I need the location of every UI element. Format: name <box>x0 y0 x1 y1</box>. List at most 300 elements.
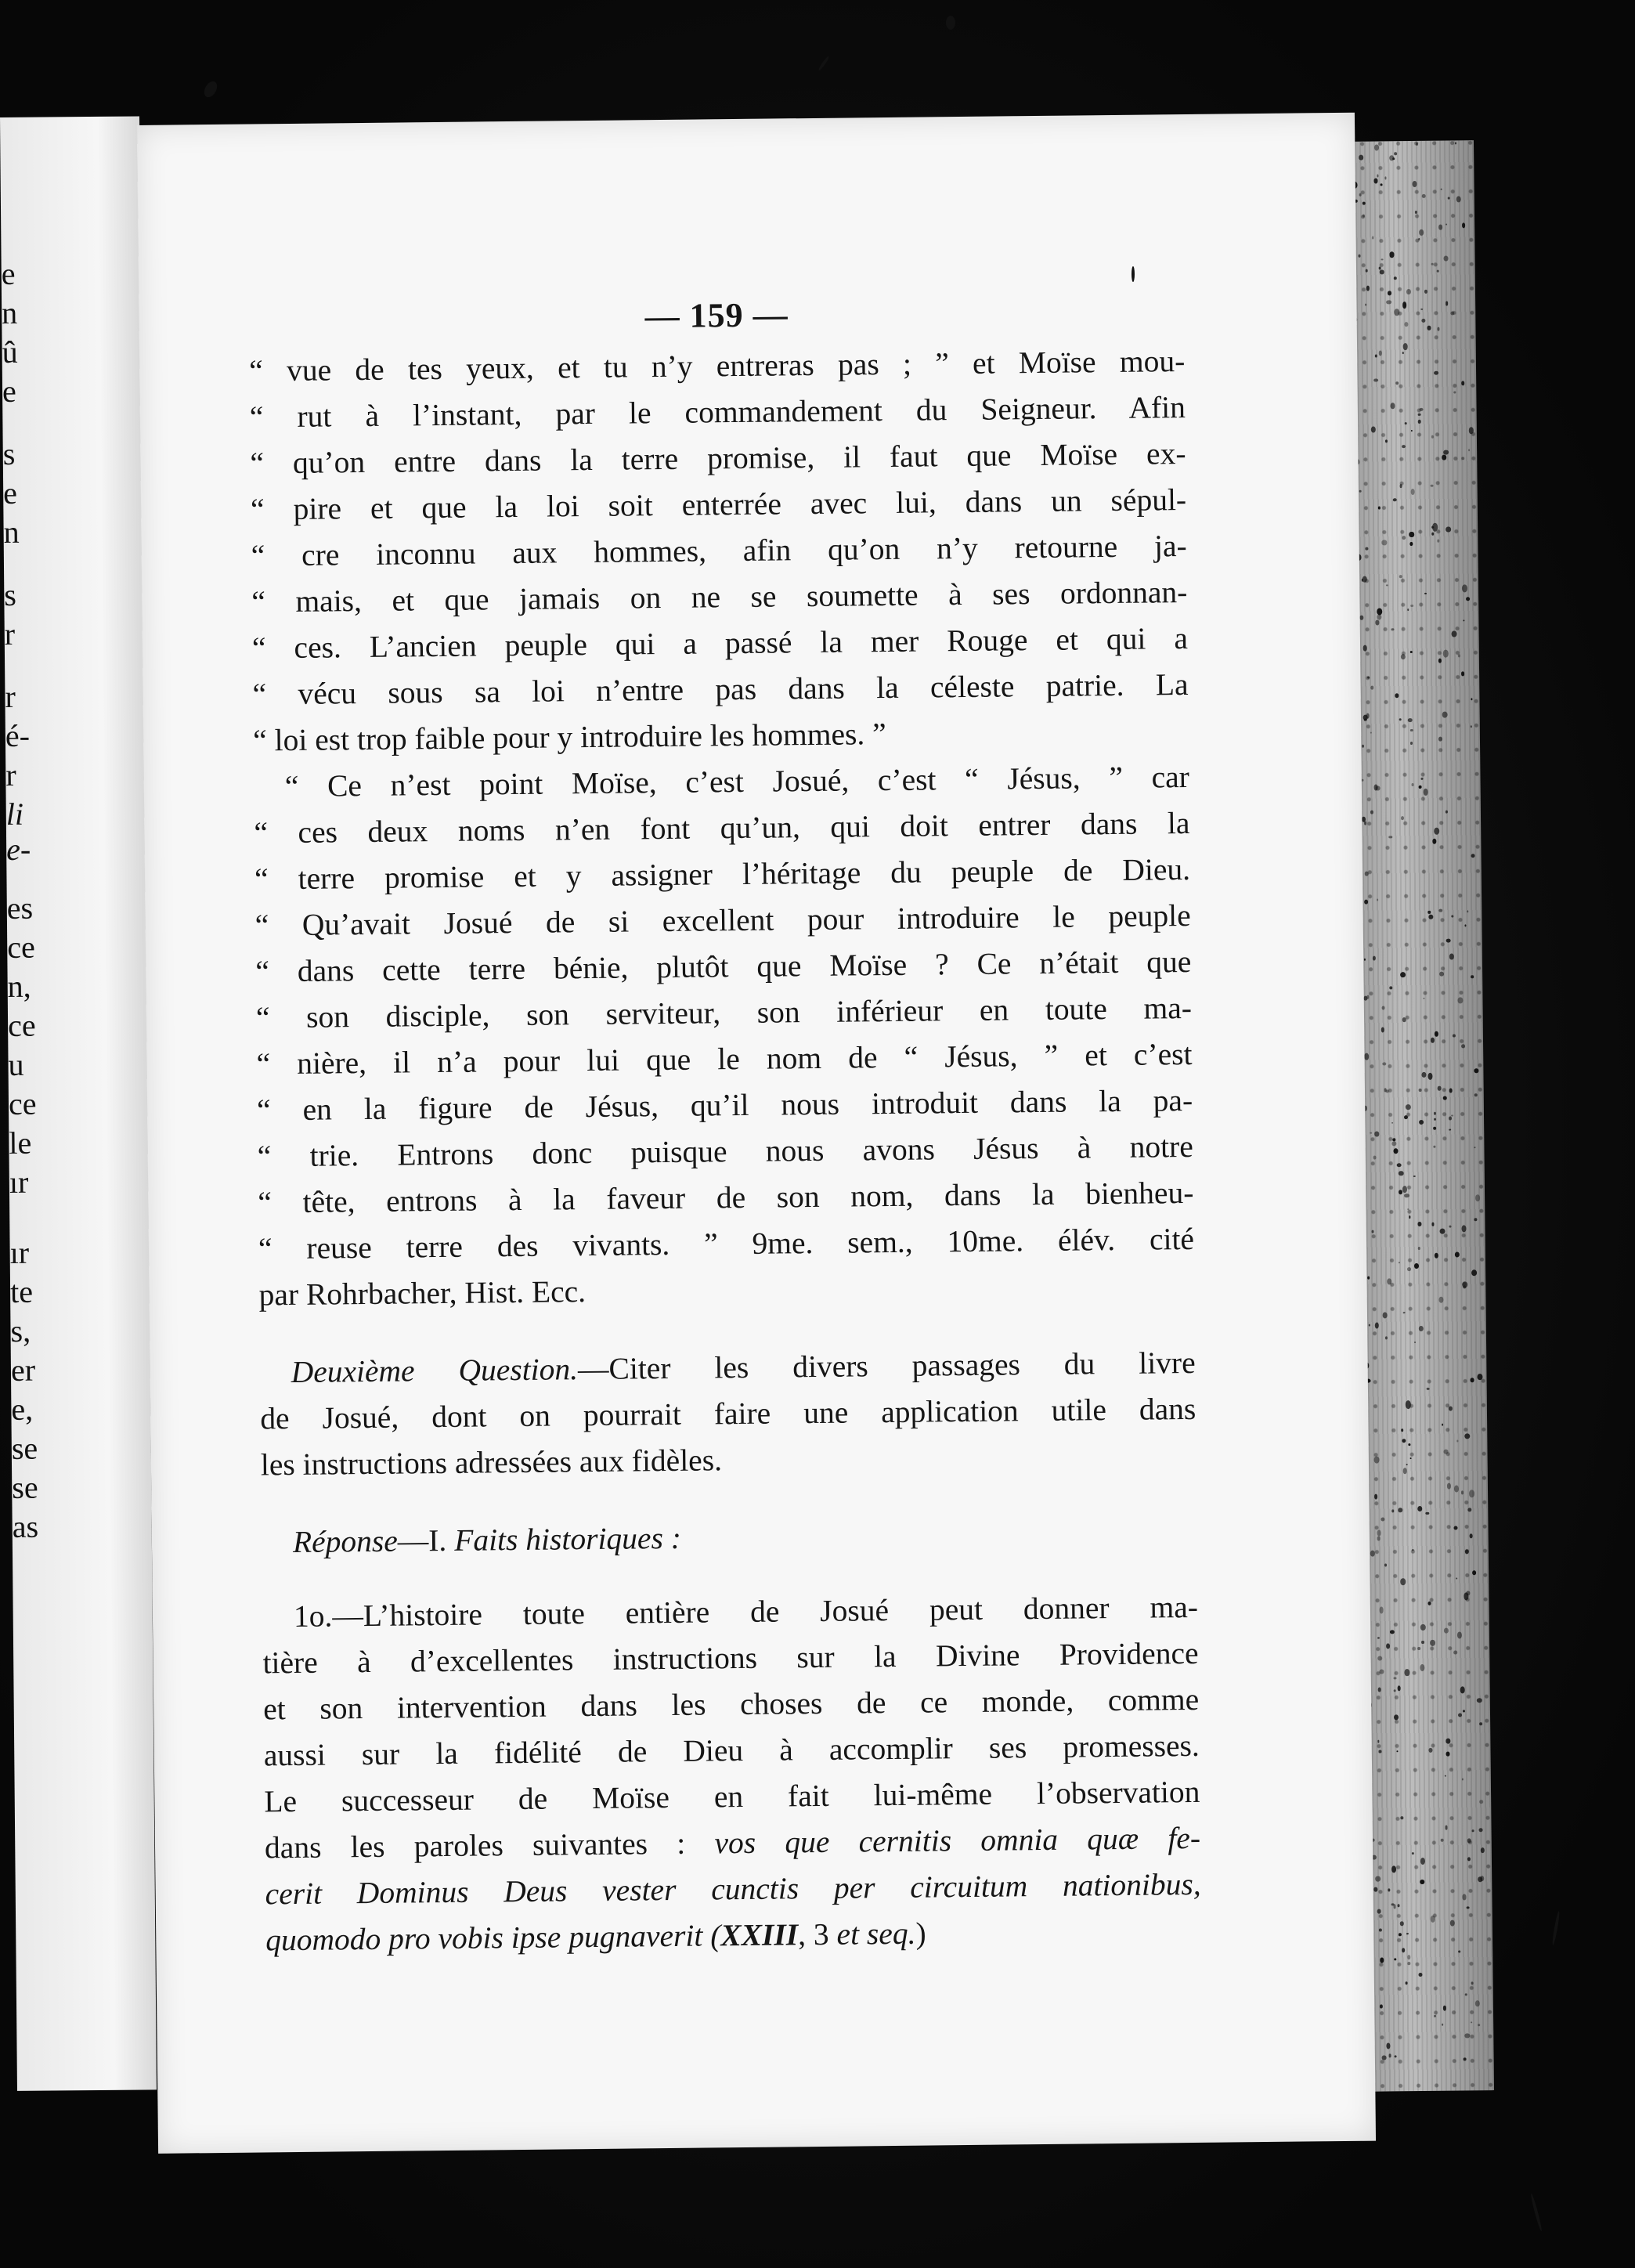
left-page-fragment: r <box>5 757 16 793</box>
edge-speck <box>1461 1225 1466 1232</box>
edge-speck <box>1402 352 1404 355</box>
edge-speck <box>1449 1129 1451 1131</box>
edge-speck <box>1399 575 1402 578</box>
edge-speck <box>1439 225 1442 229</box>
edge-speck <box>1363 959 1366 961</box>
edge-speck <box>1422 194 1426 198</box>
edge-speck <box>1454 1486 1459 1493</box>
edge-speck <box>1378 1688 1381 1692</box>
text-line: “ ces. L’ancien peuple qui a passé la mer Rouge et qui a <box>251 620 1189 666</box>
text-line: “ vue de tes yeux, et tu n’y entreras pas ; ” et Moïse mou- <box>249 344 1186 388</box>
edge-speck <box>1362 201 1366 205</box>
edge-speck <box>1374 1887 1378 1891</box>
text-line: “ loi est trop faible pour y introduire les hommes. ” <box>253 717 886 758</box>
text-line: tière à d’excellentes instructions sur la Divine Providence <box>262 1635 1199 1681</box>
left-page-fragment: n <box>1 294 18 330</box>
edge-speck <box>1364 822 1366 825</box>
edge-speck <box>1421 778 1424 779</box>
edge-speck <box>1431 435 1434 439</box>
edge-speck <box>1385 1336 1388 1340</box>
left-page-fragment: ce <box>8 1085 37 1121</box>
edge-speck <box>1366 269 1368 273</box>
edge-speck <box>1365 547 1368 551</box>
edge-speck <box>1453 1035 1456 1038</box>
edge-speck <box>1399 718 1402 720</box>
left-page-fragment: s, <box>10 1313 31 1349</box>
left-page-fragment: er <box>10 1352 36 1388</box>
text-roman: , 3 <box>797 1916 837 1952</box>
edge-speck <box>1382 1062 1386 1066</box>
edge-speck <box>1414 1342 1417 1343</box>
edge-speck <box>1470 1534 1473 1538</box>
edge-speck <box>1359 193 1361 196</box>
edge-speck <box>1462 1281 1467 1287</box>
text-line: de Josué, dont on pourrait faire une application utile dans <box>260 1391 1196 1436</box>
edge-speck <box>1412 1852 1414 1854</box>
edge-speck <box>1386 300 1391 305</box>
edge-speck <box>1449 1116 1452 1121</box>
edge-speck <box>1394 277 1397 280</box>
left-page-fragment: s <box>2 435 16 471</box>
edge-speck <box>1374 1493 1377 1499</box>
text-line: “ vécu sous sa loi n’entre pas dans la céleste patrie. La <box>252 666 1189 712</box>
edge-speck <box>1461 381 1464 386</box>
edge-speck <box>1404 322 1408 327</box>
edge-speck <box>1466 1591 1471 1595</box>
edge-speck <box>1471 2022 1472 2024</box>
edge-speck <box>1373 1156 1376 1160</box>
edge-speck <box>1446 302 1449 306</box>
edge-speck <box>1391 628 1394 631</box>
edge-speck <box>1376 1876 1381 1882</box>
edge-speck <box>1406 1464 1408 1465</box>
edge-speck <box>1405 422 1407 424</box>
question-paragraph <box>259 1340 1196 1489</box>
answer-heading-roman: —I. <box>397 1522 455 1558</box>
edge-speck <box>1419 1120 1424 1125</box>
edge-speck <box>1432 839 1436 844</box>
edge-speck <box>1434 827 1439 835</box>
text-italic: et seq. <box>836 1916 916 1952</box>
edge-speck <box>1423 998 1424 999</box>
edge-speck <box>1404 1194 1409 1198</box>
edge-speck <box>1380 1670 1384 1674</box>
text-line: “ trie. Entrons donc puisque nous avons Jésus à notre <box>257 1129 1193 1174</box>
edge-speck <box>1372 237 1374 239</box>
edge-speck <box>1427 326 1431 330</box>
edge-speck <box>1373 1456 1379 1463</box>
edge-speck <box>1410 489 1414 495</box>
edge-speck <box>1407 1267 1411 1270</box>
edge-speck <box>1419 1326 1424 1331</box>
edge-speck <box>1438 540 1440 543</box>
edge-speck <box>1399 1933 1402 1936</box>
edge-speck <box>1443 1096 1447 1100</box>
edge-speck <box>1380 2004 1382 2008</box>
edge-speck <box>1385 439 1388 442</box>
edge-speck <box>1420 309 1423 310</box>
edge-speck <box>1417 1506 1422 1511</box>
edge-speck <box>1379 1607 1383 1613</box>
edge-speck <box>1462 222 1465 228</box>
edge-speck <box>1375 355 1377 358</box>
left-page-fragment: ır <box>9 1234 30 1270</box>
edge-speck <box>1417 1647 1420 1650</box>
edge-speck <box>1377 1656 1382 1660</box>
text-line: aussi sur la fidélité de Dieu à accomplir ses promesses. <box>263 1728 1200 1773</box>
edge-speck <box>1377 1537 1381 1541</box>
text-line: cerit Dominus Deus vester cunctis per circuitum nationibus, <box>265 1866 1201 1912</box>
edge-speck <box>1474 1093 1478 1096</box>
edge-speck <box>1474 1068 1479 1073</box>
edge-speck <box>1417 1222 1421 1226</box>
edge-speck <box>1381 258 1384 260</box>
edge-speck <box>1431 1916 1435 1923</box>
edge-speck <box>1379 1929 1382 1932</box>
edge-speck <box>1422 1072 1427 1078</box>
edge-speck <box>1391 1122 1393 1124</box>
edge-speck <box>1446 223 1447 225</box>
edge-speck <box>1475 2000 1480 2006</box>
edge-speck <box>1382 2056 1386 2060</box>
edge-speck <box>1425 1511 1429 1515</box>
edge-speck <box>1448 197 1450 200</box>
edge-speck <box>1379 266 1382 269</box>
edge-speck <box>1435 1031 1438 1037</box>
edge-speck <box>1443 1450 1449 1454</box>
edge-speck <box>1462 1894 1467 1900</box>
edge-speck <box>1458 654 1460 657</box>
edge-speck <box>1394 309 1399 316</box>
edge-speck <box>1463 1710 1465 1712</box>
edge-speck <box>1397 1685 1401 1691</box>
edge-speck <box>1372 1230 1374 1233</box>
edge-speck <box>1358 255 1360 257</box>
edge-speck <box>1411 783 1413 786</box>
josue-paragraph <box>254 754 1195 1318</box>
left-page-fragment: ce <box>7 1007 36 1043</box>
edge-speck <box>1409 729 1413 731</box>
edge-speck <box>1411 430 1413 432</box>
edge-speck <box>1428 1748 1432 1753</box>
edge-speck <box>1407 1208 1409 1211</box>
edge-speck <box>1466 1906 1469 1909</box>
edge-speck <box>1362 214 1365 218</box>
edge-speck <box>1402 536 1406 540</box>
edge-speck <box>1458 1951 1460 1953</box>
edge-speck <box>1437 327 1440 330</box>
edge-speck <box>1400 972 1406 977</box>
edge-speck <box>1431 263 1433 265</box>
edge-speck <box>1438 1086 1441 1091</box>
left-page-fragment: es <box>6 890 34 926</box>
left-page-fragment: se <box>11 1430 38 1466</box>
edge-speck <box>1429 915 1434 919</box>
edge-speck <box>1461 457 1464 460</box>
edge-speck <box>1367 1277 1370 1280</box>
edge-speck <box>1479 1800 1483 1804</box>
edge-speck <box>1402 445 1406 448</box>
edge-speck <box>1442 711 1448 717</box>
edge-speck <box>1468 449 1470 451</box>
film-speck <box>946 16 955 30</box>
edge-speck <box>1451 630 1456 637</box>
left-page-fragment: as <box>12 1508 39 1544</box>
edge-speck <box>1415 211 1417 214</box>
edge-speck <box>1370 810 1373 814</box>
text-line: “ qu’on entre dans la terre promise, il faut que Moïse ex- <box>250 435 1186 481</box>
left-page-fragment: le <box>9 1125 32 1161</box>
edge-speck <box>1377 899 1379 901</box>
edge-speck <box>1410 542 1413 546</box>
edge-speck <box>1391 1509 1394 1512</box>
edge-speck <box>1401 816 1404 820</box>
left-page-fragment: û <box>2 334 18 370</box>
edge-speck <box>1386 584 1388 587</box>
text-line <box>265 1908 1202 1964</box>
edge-speck <box>1390 1631 1395 1634</box>
edge-speck <box>1375 619 1379 625</box>
edge-speck <box>1381 1518 1384 1522</box>
edge-speck <box>1366 286 1370 291</box>
edge-speck <box>1409 1215 1410 1218</box>
edge-speck <box>1401 1428 1403 1432</box>
edge-speck <box>1431 1222 1435 1226</box>
edge-speck <box>1438 1296 1443 1303</box>
text-line: et son intervention dans les choses de ce monde, comme <box>262 1681 1200 1727</box>
left-page-fragment: e <box>1 255 16 291</box>
edge-speck <box>1390 987 1393 990</box>
edge-speck <box>1399 1171 1403 1176</box>
page-number: — 159 — <box>644 295 789 336</box>
question-text: —Citer les divers passages du livre <box>577 1345 1196 1387</box>
edge-speck <box>1438 659 1442 663</box>
edge-speck <box>1374 1132 1380 1136</box>
edge-speck <box>1398 1508 1402 1512</box>
edge-speck <box>1430 1640 1435 1646</box>
edge-speck <box>1456 197 1460 203</box>
edge-speck <box>1427 1073 1432 1080</box>
edge-speck <box>1434 1118 1436 1120</box>
left-page-fragment: r <box>5 678 16 714</box>
edge-speck <box>1444 1775 1446 1777</box>
left-page-fragment: u <box>8 1046 24 1082</box>
edge-speck <box>1402 1948 1405 1952</box>
edge-speck <box>1362 778 1364 781</box>
edge-speck <box>1391 1865 1396 1873</box>
point-1-paragraph <box>262 1584 1202 1963</box>
edge-speck <box>1466 598 1470 601</box>
edge-speck <box>1471 976 1474 978</box>
edge-speck <box>1463 620 1464 622</box>
edge-speck <box>1400 1922 1404 1927</box>
edge-speck <box>1418 413 1421 416</box>
text-line: “ dans cette terre bénie, plutôt que Moïse ? Ce n’était que <box>255 944 1192 989</box>
book-page <box>137 113 1376 2154</box>
edge-speck <box>1438 909 1442 912</box>
edge-speck <box>1382 1313 1387 1319</box>
edge-speck <box>1471 698 1473 700</box>
edge-speck <box>1456 1440 1459 1443</box>
edge-speck <box>1370 1132 1372 1133</box>
edge-speck <box>1378 507 1381 509</box>
edge-speck <box>1478 1877 1482 1883</box>
edge-speck <box>1410 605 1413 607</box>
edge-speck <box>1449 1407 1453 1411</box>
edge-speck <box>1381 183 1383 186</box>
edge-speck <box>1428 1601 1431 1605</box>
edge-speck <box>1446 526 1451 533</box>
left-page-fragment: te <box>9 1273 34 1309</box>
edge-speck <box>1470 1378 1474 1383</box>
edge-speck <box>1402 1186 1408 1193</box>
answer-heading-italic: Faits historiques : <box>453 1520 682 1558</box>
edge-speck <box>1406 1104 1411 1110</box>
edge-speck <box>1404 1115 1408 1119</box>
edge-speck <box>1395 2055 1397 2057</box>
edge-speck <box>1403 1312 1406 1314</box>
edge-speck <box>1461 1490 1464 1494</box>
text-line: par Rohrbacher, Hist. Ecc. <box>258 1274 587 1313</box>
edge-speck <box>1424 290 1427 294</box>
edge-speck <box>1442 2023 1444 2025</box>
edge-speck <box>1426 1387 1429 1390</box>
edge-speck <box>1370 732 1372 734</box>
edge-speck <box>1406 1933 1408 1934</box>
edge-speck <box>1375 1323 1379 1329</box>
edge-speck <box>1465 1433 1471 1439</box>
edge-speck <box>1364 1053 1369 1060</box>
left-page-fragment: é- <box>5 717 31 753</box>
edge-speck <box>1457 1631 1462 1639</box>
edge-speck <box>1471 1269 1477 1276</box>
edge-speck <box>1388 836 1392 839</box>
edge-speck <box>1467 1508 1471 1512</box>
edge-speck <box>1433 1146 1435 1148</box>
edge-speck <box>1447 1483 1452 1490</box>
edge-speck <box>1458 998 1464 1004</box>
left-page-fragment: r <box>4 616 16 652</box>
edge-speck <box>1451 915 1453 917</box>
edge-speck <box>1433 1127 1436 1130</box>
question-label: Deuxième Question. <box>291 1352 579 1390</box>
edge-speck <box>1391 1141 1396 1146</box>
edge-speck <box>1379 1750 1382 1753</box>
edge-speck <box>1478 2024 1480 2026</box>
edge-speck <box>1373 785 1377 791</box>
edge-speck <box>1399 484 1402 488</box>
edge-speck <box>1373 378 1378 382</box>
edge-speck <box>1394 1714 1399 1721</box>
edge-speck <box>1397 1750 1399 1752</box>
edge-speck <box>1479 1722 1482 1725</box>
edge-speck <box>1467 910 1468 912</box>
edge-speck <box>1471 1981 1473 1984</box>
edge-speck <box>1381 1958 1384 1963</box>
edge-speck <box>1469 1490 1474 1497</box>
edge-speck <box>1456 1577 1457 1580</box>
edge-speck <box>1431 484 1434 486</box>
edge-speck <box>1419 1089 1421 1092</box>
edge-speck <box>1377 175 1379 177</box>
edge-speck <box>1458 1713 1462 1717</box>
left-page-fragment: e <box>2 373 17 409</box>
edge-speck <box>1417 1247 1420 1250</box>
edge-speck <box>1472 1570 1476 1575</box>
edge-speck <box>1431 1038 1435 1043</box>
edge-speck <box>1434 2014 1436 2017</box>
text-roman: dans les paroles suivantes : <box>264 1826 715 1865</box>
edge-speck <box>1391 403 1395 409</box>
edge-speck <box>1401 1816 1404 1820</box>
chapter-reference: XXIII <box>720 1917 799 1953</box>
edge-speck <box>1450 311 1454 315</box>
edge-speck <box>1451 1114 1453 1116</box>
edge-speck <box>1477 1699 1482 1703</box>
left-facing-page <box>0 116 157 2090</box>
edge-speck <box>1418 238 1420 240</box>
edge-speck <box>1395 381 1399 385</box>
left-page-fragment: s <box>4 576 17 612</box>
edge-speck <box>1360 616 1363 620</box>
text-line: Le successeur de Moïse en fait lui-même l’observation <box>264 1774 1200 1819</box>
edge-speck <box>1405 1669 1409 1676</box>
edge-speck <box>1364 899 1368 904</box>
edge-speck <box>1434 1111 1436 1114</box>
edge-speck <box>1377 1530 1381 1536</box>
edge-speck <box>1386 1643 1391 1649</box>
edge-speck <box>1440 188 1442 190</box>
edge-speck <box>1394 1148 1399 1154</box>
edge-speck <box>1478 1828 1483 1832</box>
edge-speck <box>1462 585 1467 593</box>
text-line: “ cre inconnu aux hommes, afin qu’on n’y retourne ja- <box>251 528 1187 573</box>
left-page-fragment: se <box>12 1469 38 1505</box>
edge-speck <box>1412 181 1417 187</box>
edge-speck <box>1394 1689 1396 1692</box>
text-line: “ en la figure de Jésus, qu’il nous introduit dans la pa- <box>256 1082 1193 1128</box>
edge-speck <box>1369 1324 1370 1327</box>
edge-speck <box>1410 742 1413 745</box>
edge-speck <box>1403 343 1408 350</box>
edge-speck <box>1460 1686 1465 1692</box>
left-page-fragment: ır <box>9 1164 29 1200</box>
edge-speck <box>1434 371 1438 375</box>
edge-speck <box>1453 1650 1458 1654</box>
text-line: “ nière, il n’a pour lui que le nom de “ Jésus, ” et c’est <box>256 1036 1193 1082</box>
edge-speck <box>1478 1374 1483 1380</box>
edge-speck <box>1449 1226 1451 1228</box>
edge-speck <box>1420 1880 1425 1884</box>
edge-speck <box>1455 143 1456 144</box>
left-page-fragment: li <box>5 796 24 832</box>
edge-speck <box>1413 1176 1415 1177</box>
edge-speck <box>1419 1973 1422 1977</box>
edge-speck <box>1365 303 1366 305</box>
edge-speck <box>1465 1993 1467 1995</box>
edge-speck <box>1438 737 1443 742</box>
edge-speck <box>1467 1858 1471 1862</box>
edge-speck <box>1462 1779 1464 1781</box>
edge-speck <box>1394 1677 1397 1680</box>
left-page-fragment: e <box>2 475 18 511</box>
edge-speck <box>1359 155 1363 160</box>
edge-speck <box>1419 785 1422 789</box>
edge-speck <box>1402 1017 1406 1022</box>
edge-speck <box>1442 455 1446 460</box>
edge-speck <box>1408 1956 1411 1960</box>
text-roman: ) <box>915 1916 926 1951</box>
